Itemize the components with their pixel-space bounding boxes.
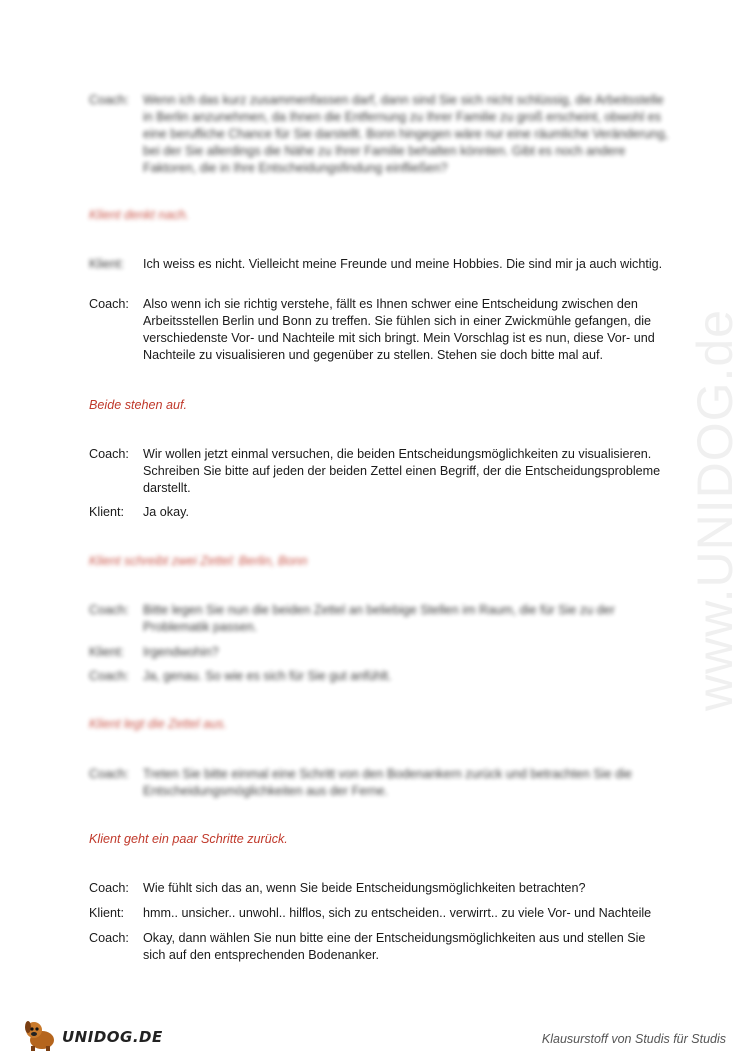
dialogue-turn xyxy=(89,256,669,273)
speaker-label: Coach: xyxy=(89,881,129,895)
speaker-label: Coach: xyxy=(89,669,129,683)
speech-text: hmm.. unsicher.. unwohl.. hilflos, sich zu entscheiden.. verwirrt.. zu viele Vor- und Nachteile xyxy=(143,906,652,920)
speaker-label: Coach: xyxy=(89,447,129,461)
speech-text: Irgendwohin? xyxy=(143,645,219,659)
dialogue-turn xyxy=(89,644,669,661)
dialogue-turn xyxy=(89,668,669,685)
speaker-label: Coach: xyxy=(89,603,129,617)
speaker-label: Klient: xyxy=(89,505,125,519)
speaker-label: Klient: xyxy=(89,906,125,920)
stage-direction: Klient denkt nach. xyxy=(89,208,190,222)
speaker-label: Coach: xyxy=(89,767,129,781)
dialogue-turn xyxy=(89,296,669,364)
stage-direction: Klient geht ein paar Schritte zurück. xyxy=(89,832,288,846)
dialogue-turn xyxy=(89,930,669,964)
dialogue-turn xyxy=(89,446,669,497)
dialogue-turn xyxy=(89,766,669,800)
speech-text: Wie fühlt sich das an, wenn Sie beide Entscheidungsmöglichkeiten betrachten? xyxy=(143,881,586,895)
stage-direction: Beide stehen auf. xyxy=(89,398,188,412)
speech-text: Ja okay. xyxy=(143,505,189,519)
unidog-logo xyxy=(22,1018,162,1052)
dialogue-turn xyxy=(89,905,669,922)
speaker-label: Klient: xyxy=(89,645,125,659)
speech-text: Wenn ich das kurz zusammenfassen darf, dann sind Sie sich nicht schlüssig, die Arbeitsstelle in Berlin anzunehmen, da Ihnen die Entfernung zu Ihrer Familie zu groß erscheint, obwohl es eine berufliche Chance für Sie darstellt. Bonn hingegen wäre nur eine räumliche Veränderung, bei der Sie allerdings die Nähe zu Ihrer Familie behalten könnten. Gibt es noch andere Faktoren, die in Ihre Entscheidungsfindung einfließen? xyxy=(143,93,669,175)
stage-direction: Klient schreibt zwei Zettel: Berlin, Bonn xyxy=(89,554,308,568)
speech-text: Ja, genau. So wie es sich für Sie gut anfühlt. xyxy=(143,669,392,683)
watermark-text: www.UNIDOG.de xyxy=(687,309,743,711)
dog-icon xyxy=(22,1018,62,1052)
speaker-label: Coach: xyxy=(89,93,129,107)
speech-text: Okay, dann wählen Sie nun bitte eine der Entscheidungsmöglichkeiten aus und stellen Sie sich auf den entsprechenden Bodenanker. xyxy=(143,931,646,962)
speech-text: Ich weiss es nicht. Vielleicht meine Freunde und meine Hobbies. Die sind mir ja auch wichtig. xyxy=(143,257,663,271)
speech-text: Bitte legen Sie nun die beiden Zettel an beliebige Stellen im Raum, die für Sie zu der Problematik passen. xyxy=(143,603,615,634)
dialogue-turn xyxy=(89,504,669,521)
speech-text: Also wenn ich sie richtig verstehe, fällt es Ihnen schwer eine Entscheidung zwischen den Arbeitsstellen Berlin und Bonn zu treffen. Sie fühlen sich in einer Zwickmühle gefangen, die verschiedenste Vor- und Nachteile mit sich bringt. Mein Vorschlag ist es nun, diese Vor- und Nachteile zu visualisieren und gegenüber zu stellen. Stehen sie doch bitte mal auf. xyxy=(143,297,655,362)
speaker-label: Klient: xyxy=(89,257,125,271)
dialogue-turn xyxy=(89,602,669,636)
speaker-label: Coach: xyxy=(89,931,129,945)
speech-text: Treten Sie bitte einmal eine Schritt von den Bodenankern zurück und betrachten Sie die Entscheidungsmöglichkeiten aus der Ferne. xyxy=(143,767,632,798)
stage-direction: Klient legt die Zettel aus. xyxy=(89,717,227,731)
dialogue-turn xyxy=(89,880,669,897)
speech-text: Wir wollen jetzt einmal versuchen, die beiden Entscheidungsmöglichkeiten zu visualisieren. Schreiben Sie bitte auf jeden der beiden Zettel einen Begriff, der die Entscheidungsprobleme darstellt. xyxy=(143,447,661,495)
speaker-label: Coach: xyxy=(89,297,129,311)
watermark xyxy=(687,280,743,740)
logo-text: UNIDOG.DE xyxy=(62,1028,163,1046)
footer-tagline: Klausurstoff von Studis für Studis xyxy=(541,1032,726,1046)
dialogue-turn xyxy=(89,92,669,177)
